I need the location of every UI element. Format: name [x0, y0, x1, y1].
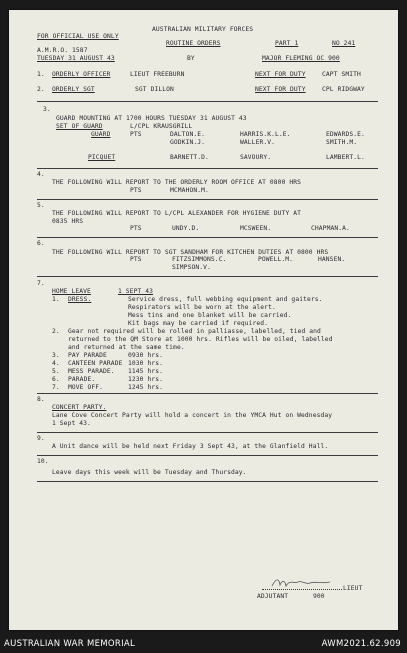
- leave-item-number: 2.: [52, 328, 60, 335]
- signature-scrawl-icon: [270, 576, 340, 590]
- section-10-number: 10.: [37, 458, 49, 465]
- divider: [37, 393, 378, 394]
- kitchen-name: HANSEN.: [318, 256, 346, 263]
- leave-item-text: Service dress, full webbing equipment and gaiters.: [128, 296, 323, 303]
- orders-by: BY: [187, 55, 195, 62]
- guard-mounting-line: GUARD MOUNTING AT 1700 HOURS TUESDAY 31 AUGUST 43: [56, 115, 247, 122]
- picquet-label: PICQUET: [88, 154, 116, 161]
- guard-label: GUARD: [91, 131, 111, 138]
- section-4-number: 4.: [37, 171, 45, 178]
- leave-item-text: 0930 hrs.: [128, 352, 164, 359]
- guard-pts-label: PTS: [130, 131, 142, 138]
- signature-role: ADJUTANT: [257, 593, 289, 600]
- unit-dance-line: A Unit dance will be held next Friday 3 Sept 43, at the Glanfield Hall.: [52, 443, 329, 450]
- section-6-number: 6.: [37, 240, 45, 247]
- section-7-number: 7.: [37, 280, 45, 287]
- picquet-name: BARNETT.D.: [170, 154, 209, 161]
- orderly-officer-label: ORDERLY OFFICER: [52, 71, 111, 78]
- section-9-number: 9.: [37, 435, 45, 442]
- divider: [37, 432, 378, 433]
- leave-item-label: MOVE OFF.: [68, 384, 104, 391]
- divider: [37, 481, 378, 482]
- guard-name: GODKIN.J.: [170, 139, 206, 146]
- leave-item-text: Mess tins and one blanket will be carried.: [128, 312, 292, 319]
- divider: [37, 168, 378, 169]
- orderly-sgt-label: ORDERLY SGT: [52, 86, 95, 93]
- leave-item-number: 3.: [52, 352, 60, 359]
- leave-days-line: Leave days this week will be Tuesday and Thursday.: [52, 469, 247, 476]
- leave-item-label: DRESS.: [68, 296, 92, 303]
- leave-item-text: and returned at the same time.: [68, 344, 185, 351]
- footer-institution: AUSTRALIAN WAR MEMORIAL: [4, 639, 136, 649]
- divider: [37, 276, 378, 277]
- guard-name: DALTON.E.: [170, 131, 206, 138]
- leave-item-label: PARADE.: [68, 376, 96, 383]
- kitchen-name: SIMPSON.V.: [172, 264, 211, 271]
- home-leave-title: HOME LEAVE: [52, 288, 91, 295]
- section-1-number: 1.: [37, 71, 45, 78]
- hygiene-name: UNDY.D.: [172, 225, 200, 232]
- hygiene-name: CHAPMAN.A.: [311, 225, 350, 232]
- hygiene-duty-line: THE FOLLOWING WILL REPORT TO L/CPL ALEXANDER FOR HYGIENE DUTY AT: [52, 210, 302, 217]
- classification: FOR OFFICIAL USE ONLY: [37, 33, 119, 40]
- leave-item-label: CANTEEN PARADE: [68, 360, 123, 367]
- divider: [37, 455, 378, 456]
- next-for-duty-officer: CAPT SMITH: [322, 71, 361, 78]
- hygiene-pts: PTS: [130, 225, 142, 232]
- leave-item-number: 4.: [52, 360, 60, 367]
- orderly-room-line: THE FOLLOWING WILL REPORT TO THE ORDERLY ROOM OFFICE AT 0800 HRS: [52, 179, 302, 186]
- commanding-officer: MAJOR FLEMING OC 900: [262, 55, 340, 62]
- guard-name: SMITH.M.: [326, 139, 358, 146]
- order-date: TUESDAY 31 AUGUST 43: [37, 55, 115, 62]
- leave-item-number: 7.: [52, 384, 60, 391]
- orderly-sgt-name: SGT DILLON: [135, 86, 174, 93]
- orders-type: ROUTINE ORDERS: [166, 40, 221, 47]
- leave-item-text: Respirators will be worn at the alert.: [128, 304, 276, 311]
- document-title: AUSTRALIAN MILITARY FORCES: [152, 26, 254, 33]
- home-leave-date: 1 SEPT 43: [118, 288, 154, 295]
- next-for-duty-label: NEXT FOR DUTY: [255, 71, 306, 78]
- footer-accession-number: AWM2021.62.909: [321, 639, 401, 649]
- divider: [37, 199, 378, 200]
- signature-rank: LIEUT: [343, 585, 363, 592]
- guard-commander: L/CPL KRAUSGRILL: [130, 123, 193, 130]
- picquet-name: SAVOURY.: [240, 154, 272, 161]
- leave-item-label: PAY PARADE: [68, 352, 107, 359]
- orderly-officer-name: LIEUT FREEBURN: [130, 71, 185, 78]
- orders-part: PART 1: [275, 40, 299, 47]
- guard-name: EDWARDS.E.: [326, 131, 365, 138]
- leave-item-text: returned to the QM Store at 1000 hrs. Rifles will be oiled, labelled: [68, 336, 333, 343]
- divider: [37, 101, 378, 102]
- concert-party-line: Lane Cove Concert Party will hold a concert in the YMCA Hut on Wednesday: [52, 412, 333, 419]
- concert-party-title: CONCERT PARTY.: [52, 404, 107, 411]
- leave-item-text: Gear not required will be rolled in palliasse, labelled, tied and: [68, 328, 321, 335]
- reference-number: A.M.R.O. 1587: [37, 47, 88, 54]
- concert-party-date: 1 Sept 43.: [52, 420, 91, 427]
- orders-number: NO 241: [332, 40, 356, 47]
- signature-line: [262, 589, 342, 590]
- set-of-guard-label: SET OF GUARD: [56, 123, 103, 130]
- kitchen-name: FITZSIMMONS.C.: [172, 256, 227, 263]
- leave-item-text: Kit bags may be carried if required.: [128, 320, 269, 327]
- kitchen-pts: PTS: [130, 256, 142, 263]
- kitchen-duty-line: THE FOLLOWING WILL REPORT TO SGT SANDHAM FOR KITCHEN DUTIES AT 0800 HRS: [52, 249, 329, 256]
- orderly-room-name: MCMAHON.M.: [170, 187, 209, 194]
- hygiene-name: MCSWEEN.: [240, 225, 272, 232]
- leave-item-number: 5.: [52, 368, 60, 375]
- signature-unit: 900: [313, 593, 325, 600]
- guard-name: HARRIS.K.L.E.: [240, 131, 291, 138]
- leave-item-label: MESS PARADE.: [68, 368, 115, 375]
- leave-item-text: 1230 hrs.: [128, 376, 164, 383]
- leave-item-text: 1145 hrs.: [128, 368, 164, 375]
- leave-item-text: 1030 hrs.: [128, 360, 164, 367]
- hygiene-duty-time: 0835 HRS: [52, 218, 84, 225]
- section-3-number: 3.: [43, 106, 51, 113]
- leave-item-number: 6.: [52, 376, 60, 383]
- leave-item-number: 1.: [52, 296, 60, 303]
- guard-name: WALLER.V.: [240, 139, 276, 146]
- section-2-number: 2.: [37, 86, 45, 93]
- section-8-number: 8.: [37, 396, 45, 403]
- orderly-room-pts: PTS: [130, 187, 142, 194]
- next-for-duty-sgt-label: NEXT FOR DUTY: [255, 86, 306, 93]
- section-5-number: 5.: [37, 202, 45, 209]
- leave-item-text: 1245 hrs.: [128, 384, 164, 391]
- picquet-name: LAMBERT.L.: [326, 154, 365, 161]
- next-for-duty-sgt: CPL RIDGWAY: [322, 86, 365, 93]
- divider: [37, 237, 378, 238]
- kitchen-name: POWELL.M.: [258, 256, 294, 263]
